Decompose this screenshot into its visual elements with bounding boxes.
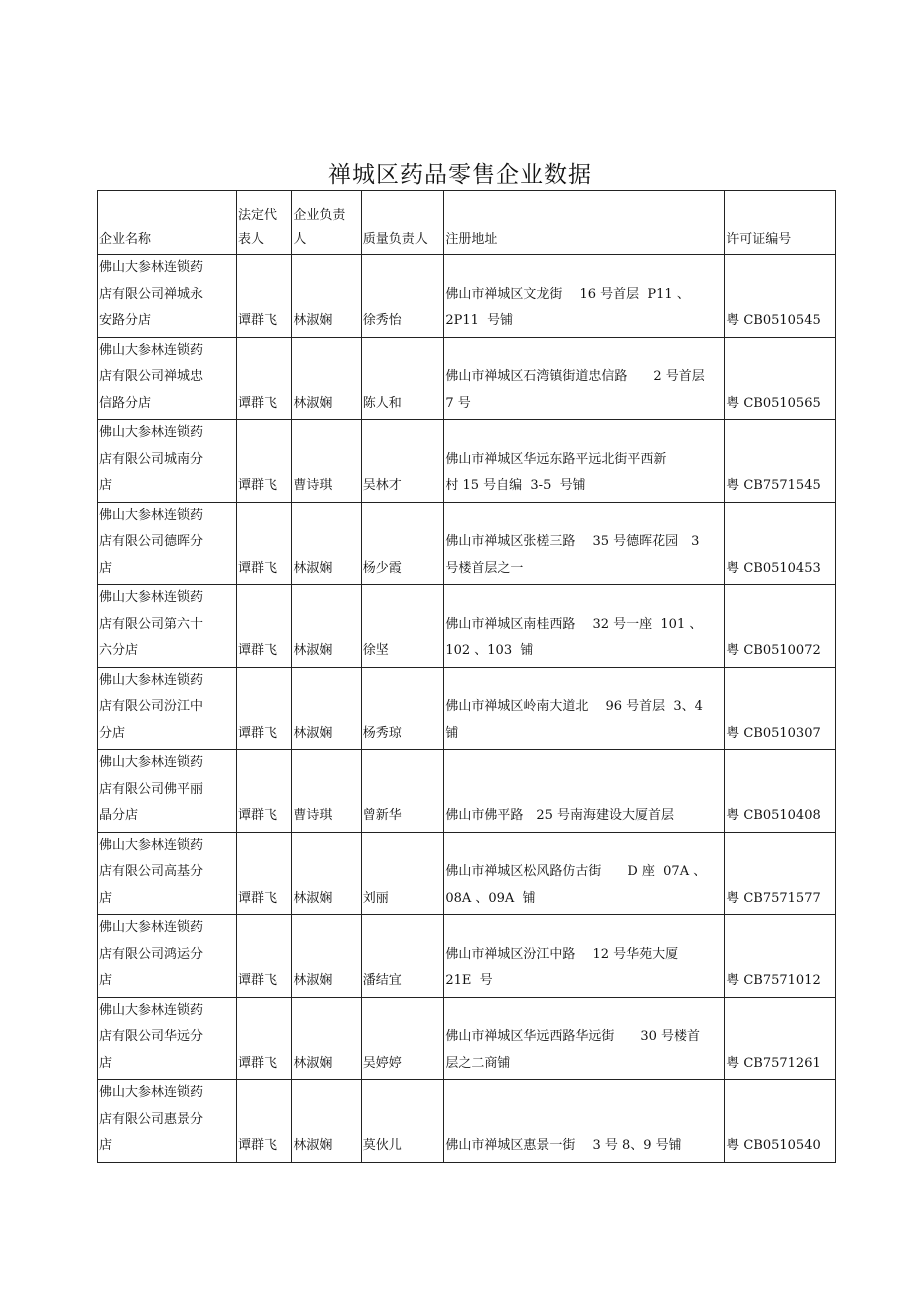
table-row [98, 832, 836, 915]
cell-quality: 刘丽 [361, 832, 444, 915]
cell-license: 粤 CB0510565 [725, 337, 836, 420]
cell-company: 佛山大参林连锁药 店有限公司汾江中 分店 [98, 667, 237, 750]
header-company: 企业名称 [98, 191, 237, 255]
cell-company: 佛山大参林连锁药 店有限公司高基分 店 [98, 832, 237, 915]
cell-legal-rep: 谭群飞 [236, 667, 291, 750]
cell-company: 佛山大参林连锁药 店有限公司华远分 店 [98, 997, 237, 1080]
cell-address: 佛山市禅城区松风路仿古街 D 座 07A 、 08A 、09A 铺 [444, 832, 725, 915]
page-title: 禅城区药品零售企业数据 [328, 162, 592, 188]
cell-legal-rep: 谭群飞 [236, 832, 291, 915]
cell-company: 佛山大参林连锁药 店有限公司德晖分 店 [98, 502, 237, 585]
cell-legal-rep: 谭群飞 [236, 750, 291, 833]
table-row [98, 997, 836, 1080]
pharmacy-table [97, 190, 836, 1163]
cell-legal-rep: 谭群飞 [236, 1080, 291, 1163]
table-header-row [98, 191, 836, 255]
header-address: 注册地址 [444, 191, 725, 255]
cell-address: 佛山市禅城区华远西路华远街 30 号楼首 层之二商铺 [444, 997, 725, 1080]
cell-quality: 吴婷婷 [361, 997, 444, 1080]
cell-address: 佛山市禅城区南桂西路 32 号一座 101 、 102 、103 铺 [444, 585, 725, 668]
header-license: 许可证编号 [725, 191, 836, 255]
cell-manager: 林淑娴 [292, 832, 361, 915]
cell-quality: 陈人和 [361, 337, 444, 420]
cell-address: 佛山市禅城区汾江中路 12 号华苑大厦 21E 号 [444, 915, 725, 998]
table-row [98, 502, 836, 585]
cell-manager: 林淑娴 [292, 667, 361, 750]
cell-legal-rep: 谭群飞 [236, 337, 291, 420]
cell-quality: 杨少霞 [361, 502, 444, 585]
table-row [98, 585, 836, 668]
table-row [98, 255, 836, 338]
cell-quality: 徐秀怡 [361, 255, 444, 338]
cell-license: 粤 CB7571012 [725, 915, 836, 998]
cell-license: 粤 CB7571545 [725, 420, 836, 503]
cell-license: 粤 CB7571577 [725, 832, 836, 915]
cell-license: 粤 CB0510408 [725, 750, 836, 833]
table-row [98, 667, 836, 750]
cell-company: 佛山大参林连锁药 店有限公司第六十 六分店 [98, 585, 237, 668]
cell-manager: 林淑娴 [292, 1080, 361, 1163]
cell-quality: 杨秀琼 [361, 667, 444, 750]
cell-company: 佛山大参林连锁药 店有限公司禅城忠 信路分店 [98, 337, 237, 420]
table-row [98, 915, 836, 998]
cell-quality: 徐坚 [361, 585, 444, 668]
cell-company: 佛山大参林连锁药 店有限公司鸿运分 店 [98, 915, 237, 998]
cell-address: 佛山市禅城区华远东路平远北街平西新 村 15 号自编 3-5 号铺 [444, 420, 725, 503]
cell-legal-rep: 谭群飞 [236, 502, 291, 585]
cell-license: 粤 CB7571261 [725, 997, 836, 1080]
cell-quality: 莫伙儿 [361, 1080, 444, 1163]
cell-license: 粤 CB0510307 [725, 667, 836, 750]
cell-manager: 林淑娴 [292, 915, 361, 998]
cell-manager: 林淑娴 [292, 337, 361, 420]
cell-company: 佛山大参林连锁药 店有限公司城南分 店 [98, 420, 237, 503]
cell-address: 佛山市禅城区张槎三路 35 号德晖花园 3 号楼首层之一 [444, 502, 725, 585]
cell-company: 佛山大参林连锁药 店有限公司禅城永 安路分店 [98, 255, 237, 338]
cell-manager: 林淑娴 [292, 997, 361, 1080]
table-row [98, 1080, 836, 1163]
cell-legal-rep: 谭群飞 [236, 915, 291, 998]
cell-company: 佛山大参林连锁药 店有限公司惠景分 店 [98, 1080, 237, 1163]
cell-manager: 林淑娴 [292, 255, 361, 338]
cell-quality: 吴林才 [361, 420, 444, 503]
cell-license: 粤 CB0510072 [725, 585, 836, 668]
header-legal-rep: 法定代 表人 [236, 191, 291, 255]
cell-company: 佛山大参林连锁药 店有限公司佛平丽 晶分店 [98, 750, 237, 833]
cell-address: 佛山市禅城区岭南大道北 96 号首层 3、4 铺 [444, 667, 725, 750]
cell-license: 粤 CB0510540 [725, 1080, 836, 1163]
cell-address: 佛山市禅城区文龙街 16 号首层 P11 、 2P11 号铺 [444, 255, 725, 338]
cell-quality: 潘结宜 [361, 915, 444, 998]
cell-manager: 曹诗琪 [292, 420, 361, 503]
cell-legal-rep: 谭群飞 [236, 585, 291, 668]
table-row [98, 420, 836, 503]
cell-manager: 林淑娴 [292, 502, 361, 585]
cell-legal-rep: 谭群飞 [236, 420, 291, 503]
cell-quality: 曾新华 [361, 750, 444, 833]
cell-legal-rep: 谭群飞 [236, 997, 291, 1080]
cell-address: 佛山市禅城区石湾镇街道忠信路 2 号首层 7 号 [444, 337, 725, 420]
table-row [98, 750, 836, 833]
cell-address: 佛山市禅城区惠景一街 3 号 8、9 号铺 [444, 1080, 725, 1163]
cell-manager: 林淑娴 [292, 585, 361, 668]
cell-license: 粤 CB0510545 [725, 255, 836, 338]
header-quality: 质量负责人 [361, 191, 444, 255]
table-row [98, 337, 836, 420]
cell-license: 粤 CB0510453 [725, 502, 836, 585]
cell-address: 佛山市佛平路 25 号南海建设大厦首层 [444, 750, 725, 833]
header-manager: 企业负责 人 [292, 191, 361, 255]
cell-legal-rep: 谭群飞 [236, 255, 291, 338]
cell-manager: 曹诗琪 [292, 750, 361, 833]
